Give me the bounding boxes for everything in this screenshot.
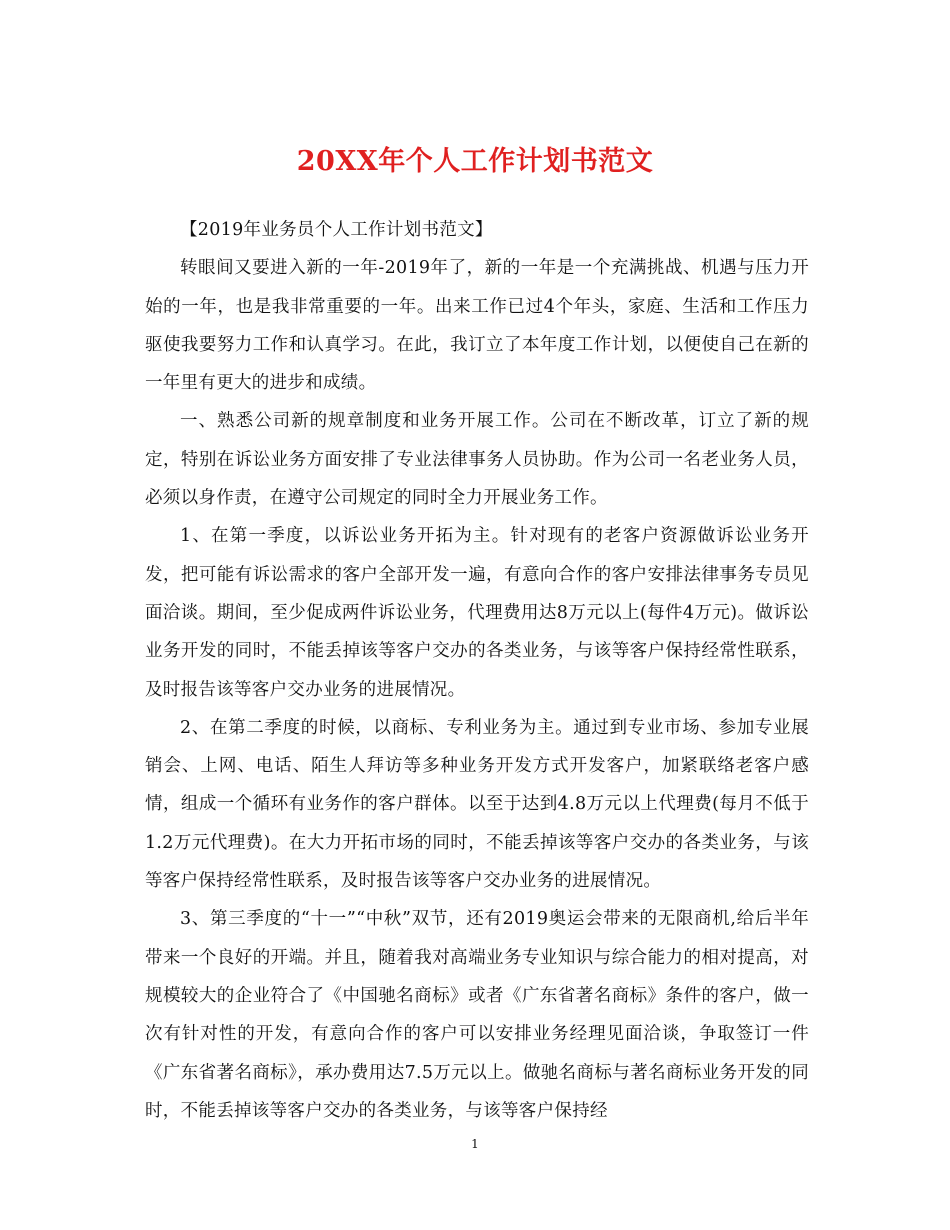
page-number: 1 (471, 1137, 479, 1151)
paragraph-section-one: 一、熟悉公司新的规章制度和业务开展工作。公司在不断改革，订立了新的规定，特别在诉讼业务方面安排了专业法律事务人员协助。作为公司一名老业务人员，必须以身作责，在遵守公司规定的同时全力开展业务工作。 (145, 411, 809, 509)
paragraph-q3-plan: 3、第三季度的“十一”“中秋”双节，还有2019奥运会带来的无限商机,给后半年带来一个良好的开端。并且，随着我对高端业务专业知识与综合能力的相对提高，对规模较大的企业符合了《中国驰名商标》或者《广东省著名商标》条件的客户，做一次有针对性的开发，有意向合作的客户可以安排业务经理见面洽谈，争取签订一件《广东省著名商标》，承办费用达7.5万元以上。做驰名商标与著名商标业务开发的同时，不能丢掉该等客户交办的各类业务，与该等客户保持经 (145, 909, 809, 1121)
paragraph-q2-plan: 2、在第二季度的时候，以商标、专利业务为主。通过到专业市场、参加专业展销会、上网、电话、陌生人拜访等多种业务开发方式开发客户，加紧联络老客户感情，组成一个循环有业务作的客户群体。以至于达到4.8万元以上代理费(每月不低于1.2万元代理费)。在大力开拓市场的同时，不能丢掉该等客户交办的各类业务，与该等客户保持经常性联系，及时报告该等客户交办业务的进展情况。 (145, 717, 809, 892)
paragraph-q1-plan: 1、在第一季度，以诉讼业务开拓为主。针对现有的老客户资源做诉讼业务开发，把可能有诉讼需求的客户全部开发一遍，有意向合作的客户安排法律事务专员见面洽谈。期间，至少促成两件诉讼业务，代理费用达8万元以上(每件4万元)。做诉讼业务开发的同时，不能丢掉该等客户交办的各类业务，与该等客户保持经常性联系，及时报告该等客户交办业务的进展情况。 (145, 526, 809, 700)
document-body (145, 211, 809, 1130)
document-title: 20XX年个人工作计划书范文 (296, 146, 654, 177)
paragraph-heading: 【2019年业务员个人工作计划书范文】 (180, 220, 493, 240)
paragraph-intro: 转眼间又要进入新的一年-2019年了，新的一年是一个充满挑战、机遇与压力开始的一年，也是我非常重要的一年。出来工作已过4个年头，家庭、生活和工作压力驱使我要努力工作和认真学习。在此，我订立了本年度工作计划，以便使自己在新的一年里有更大的进步和成绩。 (145, 258, 809, 394)
